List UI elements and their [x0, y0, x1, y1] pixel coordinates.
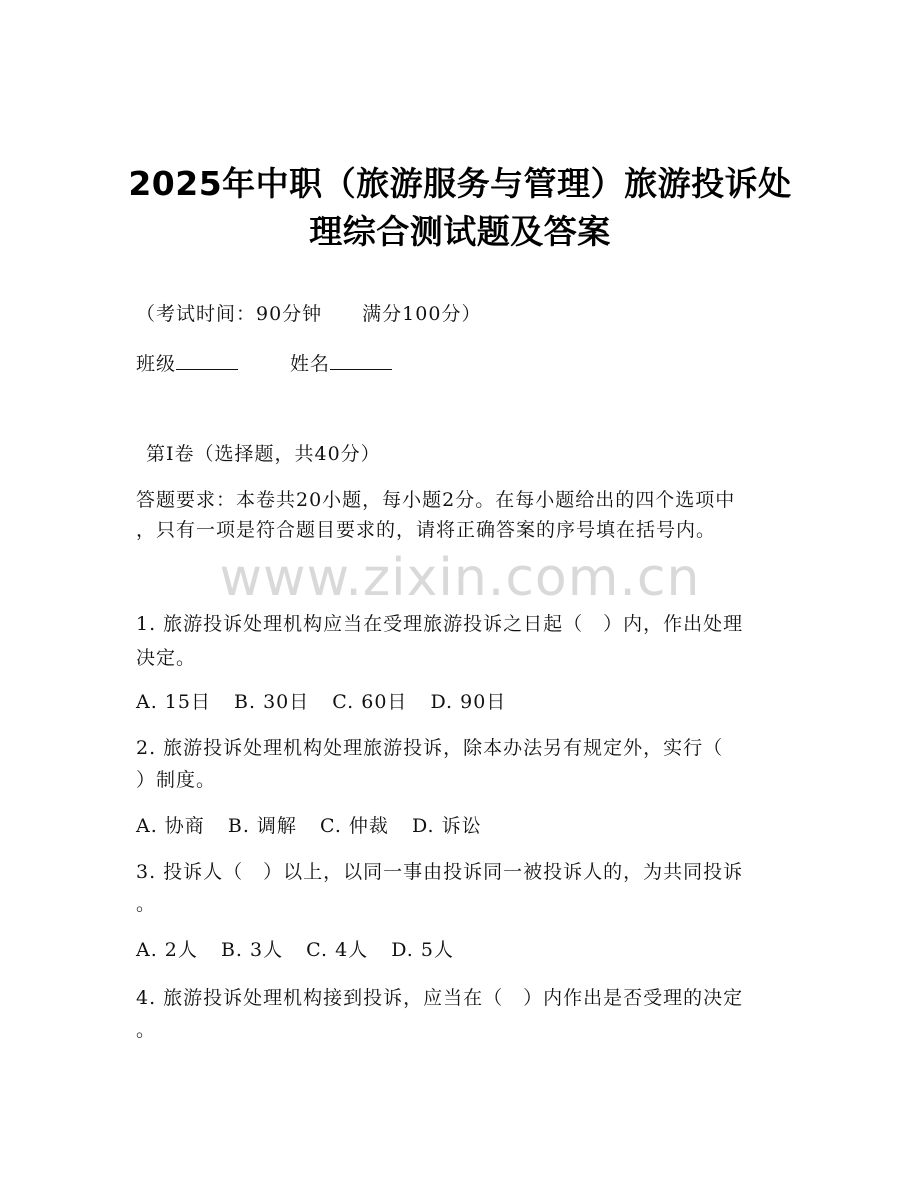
question-1-options	[136, 690, 522, 714]
name-label: 姓名	[290, 353, 331, 375]
question-1-text: 1. 旅游投诉处理机构应当在受理旅游投诉之日起（ ）内，作出处理	[136, 613, 744, 635]
name-blank	[330, 351, 392, 370]
class-label: 班级	[136, 353, 177, 375]
watermark: www.zixin.com.cn	[219, 548, 701, 608]
option-a: A. 2人	[136, 939, 198, 961]
instructions-line-2: ，只有一项是符合题目要求的，请将正确答案的序号填在括号内。	[136, 519, 717, 541]
question-3-options	[136, 938, 470, 962]
option-c: C. 60日	[332, 691, 408, 713]
option-b: B. 调解	[227, 815, 297, 837]
question-3-text: 3. 投诉人（ ）以上，以同一事由投诉同一被投诉人的，为共同投诉	[136, 861, 744, 883]
question-4-text-cont: 。	[136, 1019, 157, 1041]
question-1-text-cont: 决定。	[136, 647, 197, 669]
option-b: B. 3人	[220, 939, 284, 961]
student-info-row	[136, 351, 392, 376]
option-a: A. 15日	[136, 691, 211, 713]
question-2-options	[136, 814, 498, 838]
document-title-line-1: 2025年中职（旅游服务与管理）旅游投诉处	[128, 164, 792, 203]
instructions-line-1: 答题要求：本卷共20小题，每小题2分。在每小题给出的四个选项中	[136, 489, 736, 511]
question-2-text: 2. 旅游投诉处理机构处理旅游投诉，除本办法另有规定外，实行（	[136, 737, 724, 759]
option-c: C. 4人	[306, 939, 369, 961]
section-title: 第Ⅰ卷（选择题，共40分）	[146, 443, 381, 465]
option-d: D. 5人	[391, 939, 454, 961]
document-title-line-2: 理综合测试题及答案	[309, 212, 611, 251]
question-2-text-cont: ）制度。	[136, 769, 217, 791]
option-b: B. 30日	[234, 691, 310, 713]
class-blank	[176, 351, 238, 370]
option-c: C. 仲裁	[319, 815, 389, 837]
option-d: D. 90日	[430, 691, 507, 713]
option-a: A. 协商	[136, 815, 205, 837]
exam-info: （考试时间：90分钟 满分100分）	[136, 303, 482, 325]
question-4-text: 4. 旅游投诉处理机构接到投诉，应当在（ ）内作出是否受理的决定	[136, 987, 744, 1009]
option-d: D. 诉讼	[411, 815, 482, 837]
question-3-text-cont: 。	[136, 893, 157, 915]
